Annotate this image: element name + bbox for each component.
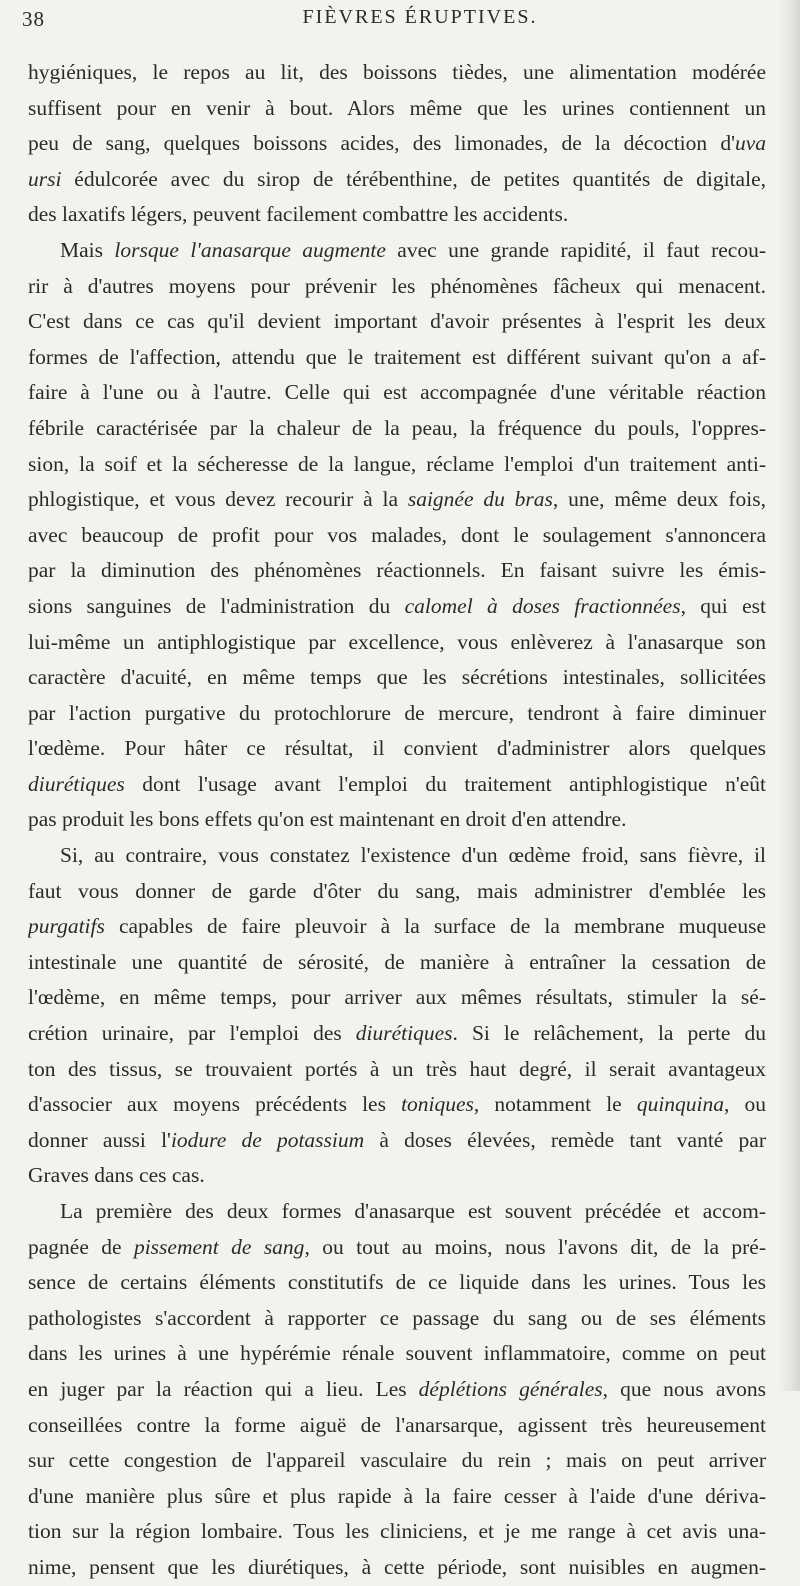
text-line	[28, 1443, 766, 1479]
text-line	[28, 874, 766, 910]
text-line	[28, 233, 766, 269]
text-line	[28, 269, 766, 305]
text-run: , notamment le	[473, 1092, 637, 1117]
text-line	[28, 553, 766, 589]
text-run: C'est dans ce cas qu'il devient important d'avoir présentes à l'esprit les deux	[28, 309, 766, 334]
text-run: dans les urines à une hypérémie rénale souvent inflammatoire, comme on peut	[28, 1341, 766, 1366]
running-title	[0, 6, 800, 29]
italic-run: uva	[734, 131, 766, 156]
text-line	[28, 1265, 766, 1301]
text-line	[28, 375, 766, 411]
text-run: intestinale une quantité de sérosité, de manière à entraîner la cessation de	[28, 949, 766, 974]
italic-run: déplétions générales	[418, 1376, 603, 1401]
text-run: nime, pensent que les diurétiques, à cette période, sont nuisibles en augmen-	[28, 1554, 766, 1579]
text-run: lui-même un antiphlogistique par excellence, vous enlèverez à l'anasarque son	[28, 629, 766, 654]
text-line	[28, 340, 766, 376]
text-run: formes de l'affection, attendu que le traitement est différent suivant qu'on a af-	[28, 344, 766, 369]
text-line	[28, 91, 766, 127]
text-line	[28, 1194, 766, 1230]
text-line	[28, 447, 766, 483]
text-line	[28, 1016, 766, 1052]
italic-run: lorsque l'anasarque augmente	[114, 237, 386, 262]
italic-run: pissement de sang	[133, 1234, 305, 1259]
text-line	[28, 162, 766, 198]
text-run: crétion urinaire, par l'emploi des	[28, 1021, 356, 1046]
text-run: fébrile caractérisée par la chaleur de la peau, la fréquence du pouls, l'oppres-	[28, 415, 766, 440]
text-run: sion, la soif et la sécheresse de la langue, réclame l'emploi d'un traitement anti-	[28, 451, 766, 476]
text-line	[28, 838, 766, 874]
text-line	[28, 197, 766, 233]
text-line	[28, 1479, 766, 1515]
italic-run: quinquina	[636, 1092, 725, 1117]
text-run: pas produit les bons effets qu'on est maintenant en droit d'en attendre.	[28, 807, 627, 832]
text-line	[28, 1123, 766, 1159]
text-run: , que nous avons	[602, 1376, 766, 1401]
text-line	[28, 55, 766, 91]
text-run: ton des tissus, se trouvaient portés à un très haut degré, il serait avantageux	[28, 1056, 766, 1081]
text-run: , ou	[724, 1092, 766, 1117]
text-run: faire à l'une ou à l'autre. Celle qui est accompagnée d'une véritable réaction	[28, 380, 766, 405]
text-run: l'œdème. Pour hâter ce résultat, il convient d'administrer alors quelques	[28, 736, 766, 761]
text-run: d'une manière plus sûre et plus rapide à la faire cesser à l'aide d'une dériva-	[28, 1483, 766, 1508]
text-run: peu de sang, quelques boissons acides, des limonades, de la décoction d'	[28, 131, 735, 156]
text-line	[28, 625, 766, 661]
text-line	[28, 1158, 766, 1194]
text-line	[28, 945, 766, 981]
text-run: , qui est	[680, 593, 766, 618]
text-run: à doses élevées, remède tant vanté par	[364, 1127, 766, 1152]
text-run: en juger par la réaction qui a lieu. Les	[28, 1376, 419, 1401]
text-run: par la diminution des phénomènes réactionnels. En faisant suivre les émis-	[28, 558, 766, 583]
page-edge-shadow	[778, 0, 800, 1391]
text-run: avec une grande rapidité, il faut recou-	[385, 237, 766, 262]
text-run: pagnée de	[28, 1234, 134, 1259]
italic-run: saignée du bras	[407, 487, 553, 512]
running-title-text: FIÈVRES ÉRUPTIVES.	[302, 6, 538, 28]
text-run: donner aussi l'	[28, 1127, 171, 1152]
text-run: La première des deux formes d'anasarque est souvent précédée et accom-	[60, 1199, 766, 1223]
text-line	[28, 980, 766, 1016]
italic-run: calomel à doses fractionnées	[404, 593, 681, 618]
text-run: Graves dans ces cas.	[28, 1163, 205, 1188]
body-text	[28, 55, 766, 1586]
text-line	[28, 589, 766, 625]
italic-run: toniques	[401, 1092, 474, 1117]
text-line	[28, 482, 766, 518]
text-run: suffisent pour en venir à bout. Alors même que les urines contiennent un	[28, 95, 766, 120]
text-run: Mais	[60, 237, 115, 262]
text-line	[28, 696, 766, 732]
text-line	[28, 304, 766, 340]
text-run: dont l'usage avant l'emploi du traitement antiphlogistique n'eût	[124, 771, 766, 796]
text-run: avec beaucoup de profit pour vos malades, dont le soulagement s'annoncera	[28, 522, 766, 547]
page-number: 38	[22, 7, 45, 31]
text-line	[28, 1372, 766, 1408]
text-run: sions sanguines de l'administration du	[28, 593, 405, 618]
text-line	[28, 1336, 766, 1372]
text-line	[28, 1550, 766, 1586]
text-line	[28, 1514, 766, 1550]
text-line	[28, 731, 766, 767]
text-run: tion sur la région lombaire. Tous les cliniciens, et je me range à cet avis una-	[28, 1519, 766, 1544]
text-line	[28, 767, 766, 803]
text-run: pathologistes s'accordent à rapporter ce passage du sang ou de ses éléments	[28, 1305, 766, 1330]
text-line	[28, 518, 766, 554]
text-run: des laxatifs légers, peuvent facilement combattre les accidents.	[28, 202, 569, 227]
text-run: édulcorée avec du sirop de térébenthine, de petites quantités de digitale,	[61, 166, 766, 191]
text-run: sence de certains éléments constitutifs de ce liquide dans les urines. Tous les	[28, 1270, 766, 1295]
text-run: capables de faire pleuvoir à la surface de la membrane muqueuse	[104, 914, 766, 939]
text-run: conseillées contre la forme aiguë de l'anarsarque, agissent très heureusement	[28, 1412, 766, 1437]
text-run: caractère d'acuité, en même temps que les sécrétions intestinales, sollicitées	[28, 665, 766, 690]
italic-run: diurétiques	[28, 771, 125, 796]
text-run: . Si le relâchement, la perte du	[452, 1021, 766, 1046]
text-line	[28, 660, 766, 696]
text-line	[28, 909, 766, 945]
text-run: sur cette congestion de l'appareil vasculaire du rein ; mais on peut arriver	[28, 1448, 766, 1473]
italic-run: purgatifs	[28, 914, 105, 939]
text-run: phlogistique, et vous devez recourir à la	[28, 487, 408, 512]
text-run: l'œdème, en même temps, pour arriver aux mêmes résultats, stimuler la sé-	[28, 985, 766, 1010]
text-run: par l'action purgative du protochlorure de mercure, tendront à faire diminuer	[28, 700, 766, 725]
text-line	[28, 1052, 766, 1088]
text-line	[28, 1087, 766, 1123]
text-line	[28, 1230, 766, 1266]
text-line	[28, 126, 766, 162]
text-run: Si, au contraire, vous constatez l'existence d'un œdème froid, sans fièvre, il	[60, 843, 766, 868]
text-line	[28, 1408, 766, 1444]
text-line	[28, 1301, 766, 1337]
text-run: hygiéniques, le repos au lit, des boissons tièdes, une alimentation modérée	[28, 60, 766, 84]
text-line	[28, 802, 766, 838]
text-run: rir à d'autres moyens pour prévenir les phénomènes fâcheux qui menacent.	[28, 273, 766, 298]
text-run: , une, même deux fois,	[552, 487, 766, 512]
text-run: d'associer aux moyens précédents les	[28, 1092, 402, 1117]
italic-run: iodure de potassium	[170, 1127, 365, 1152]
italic-run: ursi	[28, 166, 62, 191]
italic-run: diurétiques	[355, 1021, 453, 1046]
text-run: faut vous donner de garde d'ôter du sang, mais administrer d'emblée les	[28, 878, 766, 903]
text-run: , ou tout au moins, nous l'avons dit, de la pré-	[304, 1234, 766, 1259]
text-line	[28, 411, 766, 447]
